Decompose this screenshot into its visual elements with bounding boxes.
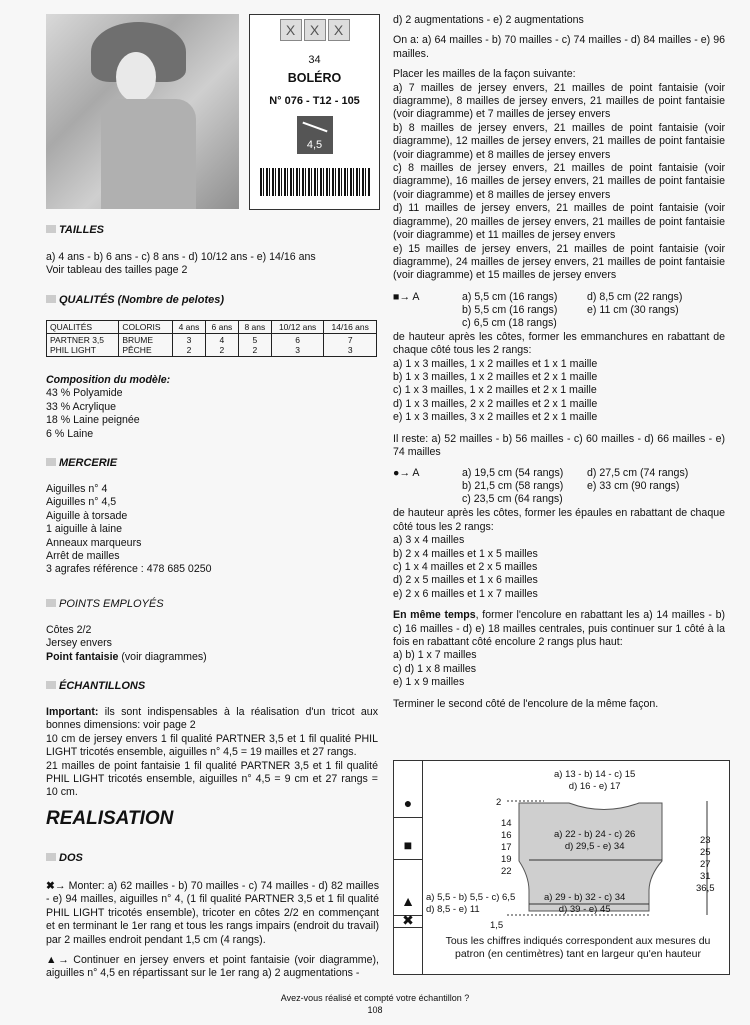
table-row [47, 334, 377, 357]
size-value: e) 11 cm (30 rangs) [587, 303, 679, 316]
size-value: a) 5,5 cm (16 rangs) [462, 290, 558, 303]
placer-heading: Placer les mailles de la façon suivante: [393, 68, 576, 81]
composition-item: 43 % Polyamide [46, 387, 123, 400]
size-value: e) 33 cm (90 rangs) [587, 480, 680, 493]
emmanchures-text: de hauteur après les côtes, former les emmanchures en rabattant de chaque côté tous les 2 rangs: [393, 330, 725, 357]
size-value: d) 8,5 cm (22 rangs) [587, 290, 683, 303]
list-item: Point fantaisie (voir diagrammes) [46, 650, 207, 663]
needle-size-badge [297, 116, 333, 154]
table-cell: 6 3 [271, 334, 324, 357]
important-note: Important: ils sont indispensables à la réalisation d'un tricot aux bonnes dimensions: voir page 2 [46, 706, 378, 732]
height-value: 31 [699, 871, 711, 882]
triangle-symbol-icon: ▲ [394, 887, 422, 916]
table-header-cell: 10/12 ans [271, 321, 324, 334]
composition [46, 374, 376, 441]
list-item: e) 2 x 6 mailles et 1 x 7 mailles [393, 587, 538, 600]
size-value: c) 23,5 cm (64 rangs) [462, 493, 563, 506]
armhole-heights [501, 818, 512, 878]
list-item: c) 1 x 3 mailles, 1 x 2 mailles et 2 x 1 maille [393, 384, 597, 397]
shoulder-drop: 2 [496, 797, 502, 808]
schema-note [430, 935, 726, 961]
chest-width [554, 829, 635, 853]
bottom-width-line: d) 39 - e) 45 [558, 904, 611, 915]
dot-mark: ●→ A [393, 467, 420, 480]
pattern-card [249, 14, 380, 210]
schema-note-line: Tous les chiffres indiqués correspondent aux mesures du [445, 935, 711, 947]
terminer-text: Terminer le second côté de l'encolure de la même façon. [393, 697, 659, 710]
side-height [426, 892, 515, 916]
table-header-cell: 4 ans [172, 321, 205, 334]
tailles-text [46, 251, 376, 278]
placement-item: c) 8 mailles de jersey envers, 21 mailles de point fantaisie (voir diagramme), 16 mailles de jersey envers, 21 mailles de point fantaisie (voir diagramme) et 8 mailles de jersey envers [393, 162, 725, 201]
needle-icon [302, 122, 327, 133]
tailles-line1: a) 4 ans - b) 6 ans - c) 8 ans - d) 10/12 ans - e) 14/16 ans [46, 251, 316, 263]
height-value: 14 [501, 818, 512, 829]
height-value: 23 [699, 835, 711, 846]
knitting-needle-icon: X [280, 19, 302, 41]
size-value: a) 19,5 cm (54 rangs) [462, 467, 564, 480]
height-value: 36,5 [696, 883, 715, 894]
model-photo [46, 14, 239, 209]
composition-item: 33 % Acrylique [46, 400, 117, 413]
tailles-heading: TAILLES [46, 224, 104, 237]
side-height-line: a) 5,5 - b) 5,5 - c) 6,5 [426, 892, 516, 903]
size-value: b) 21,5 cm (58 rangs) [462, 480, 564, 493]
list-item: Aiguilles n° 4,5 [46, 496, 117, 509]
placement-item: e) 15 mailles de jersey envers, 21 mailles de point fantaisie (voir diagramme), 24 mailles de jersey envers, 21 mailles de point fantaisie (voir diagramme) et 15 mailles de jersey envers [393, 242, 725, 282]
mercerie-heading: MERCERIE [46, 457, 117, 470]
composition-heading: Composition du modèle: [46, 374, 171, 386]
list-item: Arrêt de mailles [46, 550, 120, 563]
pattern-reference: N° 076 - T12 - 105 [269, 94, 360, 107]
table-cell: 5 2 [238, 334, 271, 357]
table-header-cell: COLORIS [119, 321, 173, 334]
table-header-cell: QUALITÉS [47, 321, 119, 334]
chest-width-line: a) 22 - b) 24 - c) 26 [554, 829, 636, 840]
photo-face [116, 52, 156, 102]
points-list [46, 624, 376, 664]
placement-item: a) 7 mailles de jersey envers, 21 mailles de point fantaisie (voir diagramme), 8 mailles de jersey envers, 21 mailles de point fantaisie (voir diagramme) et 7 mailles de jersey envers [393, 81, 725, 121]
knitting-needle-icon: X [304, 19, 326, 41]
list-item: Anneaux marqueurs [46, 536, 142, 549]
table-header-cell: 6 ans [205, 321, 238, 334]
list-item: a) b) 1 x 7 mailles [393, 649, 477, 662]
size-value: d) 27,5 cm (74 rangs) [587, 467, 689, 480]
list-item: e) 1 x 3 mailles, 3 x 2 mailles et 2 x 1 maille [393, 411, 598, 424]
right-column [393, 14, 725, 711]
neck-width-line: a) 13 - b) 14 - c) 15 [554, 769, 636, 780]
barcode [260, 168, 370, 196]
list-item: c) d) 1 x 8 mailles [393, 662, 477, 675]
echantillons-text [46, 706, 378, 800]
encolure-text: En même temps, former l'encolure en rabattant les a) 14 mailles - b) c) 16 mailles - d) e) 18 mailles centrales, puis continuer sur 1 côté à la fois en rabattant côté encolure 2 rangs plus haut: [393, 609, 725, 649]
rib-height: 1,5 [490, 920, 504, 931]
list-item: b) 2 x 4 mailles et 1 x 5 mailles [393, 547, 538, 560]
knitting-needle-icon: X [328, 19, 350, 41]
right-line: On a: a) 64 mailles - b) 70 mailles - c) 74 mailles - d) 84 mailles - e) 96 mailles. [393, 34, 725, 60]
qualites-heading: QUALITÉS (Nombre de pelotes) [46, 294, 224, 307]
dos-paragraph-1: ✖→ Monter: a) 62 mailles - b) 70 mailles - c) 74 mailles - d) 82 mailles - e) 94 mailles, aiguilles n° 4, (1 fil qualité PARTNER 3,5 et 1 fil qualité PHIL LIGHT tricotés ensemble), tricoter en côtes 2/2 en commençant et en terminant le 1er rang et tous les rangs impairs (endroit du travail) par 2 mailles endroit pendant 1,5 cm (4 rangs). [46, 880, 379, 946]
placement-item: d) 11 mailles de jersey envers, 21 mailles de point fantaisie (voir diagramme), 20 mailles de jersey envers, 21 mailles de point fantaisie (voir diagramme) et 11 mailles de jersey envers [393, 202, 725, 242]
echantillons-heading: ÉCHANTILLONS [46, 680, 145, 693]
right-line: d) 2 augmentations - e) 2 augmentations [393, 14, 584, 26]
composition-item: 18 % Laine peignée [46, 414, 140, 427]
list-item: c) 1 x 4 mailles et 2 x 5 mailles [393, 561, 538, 573]
needle-size: 4,5 [306, 138, 323, 151]
points-heading: POINTS EMPLOYÉS [46, 598, 164, 611]
neck-width [554, 769, 635, 793]
list-item: Aiguille à torsade [46, 509, 128, 522]
height-value: 25 [699, 847, 711, 858]
list-item: Jersey envers [46, 637, 112, 650]
pattern-schema [393, 760, 730, 975]
table-cell: BRUME PÊCHE [119, 334, 173, 357]
square-mark: ■→ A [393, 290, 420, 303]
side-height-line: d) 8,5 - e) 11 [426, 904, 480, 915]
size-value: b) 5,5 cm (16 rangs) [462, 303, 558, 316]
page-number: 108 [367, 1005, 383, 1015]
echantillon-fantaisie: 21 mailles de point fantaisie 1 fil qualité PARTNER 3,5 et 1 fil qualité PHIL LIGHT tricotés ensemble, aiguilles n° 4,5 = 9 cm et 27 rangs = 10 cm. [46, 759, 378, 799]
dos-heading: DOS [46, 852, 83, 865]
dot-symbol-icon: ● [394, 789, 422, 818]
placement-item: b) 8 mailles de jersey envers, 21 mailles de point fantaisie (voir diagramme), 12 mailles de jersey envers, 21 mailles de point fantaisie (voir diagramme) et 8 mailles de jersey envers [393, 121, 725, 161]
mercerie-list [46, 483, 376, 577]
total-heights [696, 835, 715, 895]
dos-paragraph-2: ▲→ Continuer en jersey envers et point fantaisie (voir diagramme), aiguilles n° 4,5 en répartissant sur le 1er rang a) 2 augmentations - [46, 954, 379, 980]
qualites-table [46, 320, 377, 357]
table-cell: 4 2 [205, 334, 238, 357]
bottom-width [544, 892, 625, 916]
list-item: Côtes 2/2 [46, 624, 92, 636]
size-value: c) 6,5 cm (18 rangs) [462, 316, 557, 329]
height-value: 16 [501, 830, 512, 841]
chest-width-line: d) 29,5 - e) 34 [564, 841, 625, 852]
pattern-title: BOLÉRO [287, 71, 342, 86]
list-item: 1 aiguille à laine [46, 523, 122, 536]
dot-mark-block [393, 467, 725, 507]
realisation-heading: REALISATION [46, 808, 174, 829]
needle-icons [250, 19, 379, 41]
list-item: a) 3 x 4 mailles [393, 534, 465, 547]
list-item: Aiguilles n° 4 [46, 483, 108, 495]
tailles-line2: Voir tableau des tailles page 2 [46, 264, 188, 277]
schema-note-line: patron (en centimètres) tant en largeur qu'en hauteur [455, 948, 701, 960]
dos-text [46, 880, 379, 981]
list-item: d) 1 x 3 mailles, 2 x 2 mailles et 2 x 1 maille [393, 397, 598, 410]
table-header-row [47, 321, 377, 334]
list-item: d) 2 x 5 mailles et 1 x 6 mailles [393, 574, 538, 587]
square-symbol-icon: ■ [394, 831, 422, 860]
cross-symbol-icon: ✖ [394, 913, 422, 928]
height-value: 19 [501, 854, 512, 865]
pattern-number: 34 [308, 54, 321, 66]
table-header-cell: 8 ans [238, 321, 271, 334]
neck-width-line: d) 16 - e) 17 [568, 781, 621, 792]
table-cell: 7 3 [324, 334, 377, 357]
list-item: b) 1 x 3 mailles, 1 x 2 mailles et 2 x 1 maille [393, 370, 598, 383]
height-value: 27 [699, 859, 711, 870]
table-header-cell: 14/16 ans [324, 321, 377, 334]
table-cell: PARTNER 3,5 PHIL LIGHT [47, 334, 119, 357]
list-item: e) 1 x 9 mailles [393, 676, 465, 689]
reste-text: Il reste: a) 52 mailles - b) 56 mailles - c) 60 mailles - d) 66 mailles - e) 74 mailles [393, 432, 725, 458]
square-mark-block [393, 291, 725, 331]
height-value: 17 [501, 842, 512, 853]
photo-body [101, 99, 196, 209]
height-value: 22 [501, 866, 512, 877]
epaules-text: de hauteur après les côtes, former les épaules en rabattant de chaque côté tous les 2 rangs: [393, 507, 725, 533]
composition-item: 6 % Laine [46, 427, 94, 440]
list-item: a) 1 x 3 mailles, 1 x 2 mailles et 1 x 1 maille [393, 357, 598, 370]
footer-question: Avez-vous réalisé et compté votre échantillon ? [280, 993, 470, 1003]
echantillon-jersey: 10 cm de jersey envers 1 fil qualité PARTNER 3,5 et 1 fil qualité PHIL LIGHT tricotés ensemble, aiguilles n° 4,5 = 19 mailles et 27 rangs. [46, 732, 378, 759]
bottom-width-line: a) 29 - b) 32 - c) 34 [544, 892, 626, 903]
list-item: 3 agrafes référence : 478 685 0250 [46, 563, 212, 576]
table-cell: 3 2 [172, 334, 205, 357]
